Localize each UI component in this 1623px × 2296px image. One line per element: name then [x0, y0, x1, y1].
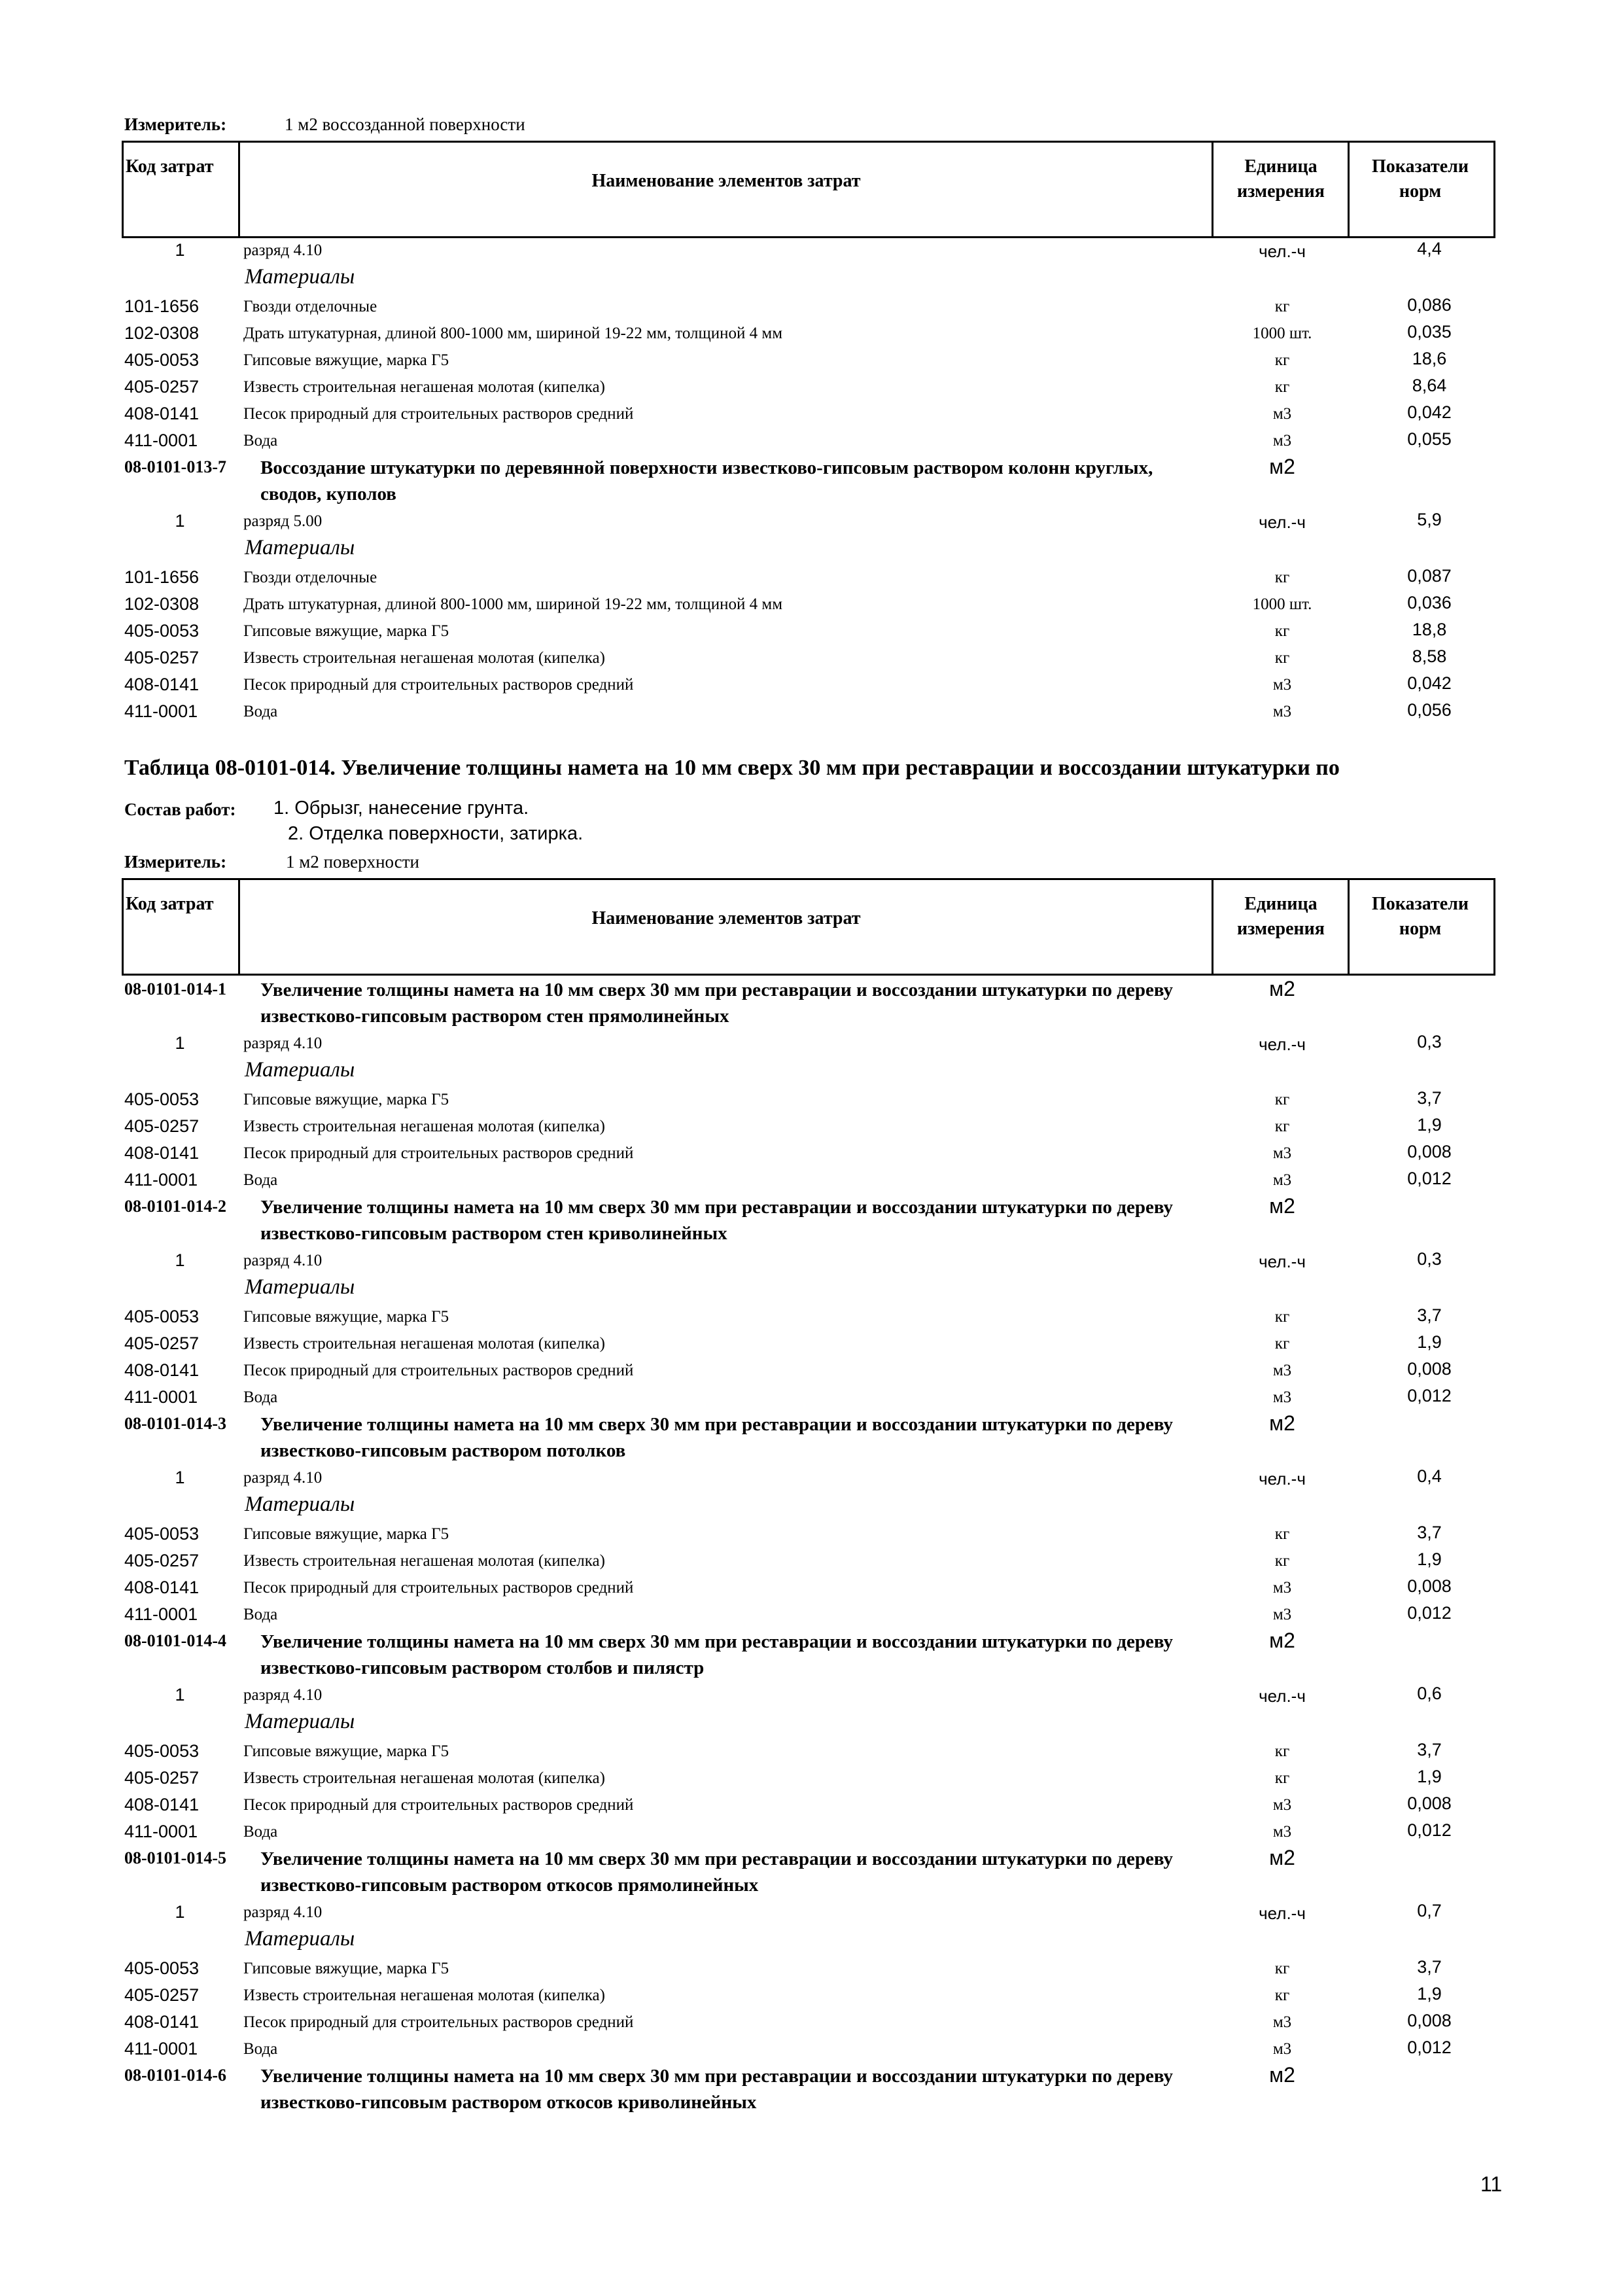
- row-value: 0,035: [1407, 322, 1452, 342]
- table-row: [0, 1739, 1623, 1765]
- work-row: [0, 1846, 1623, 1896]
- table-row: [0, 1765, 1623, 1792]
- row-code: 08-0101-014-2: [124, 1197, 226, 1216]
- row-name: Вода: [243, 1823, 278, 1841]
- row-unit: м2: [1269, 2063, 1295, 2087]
- row-name: Песок природный для строительных растворов средний: [243, 1579, 634, 1597]
- row-name: Воссоздание штукатурки по деревянной поверхности известково-гипсовым раствором колонн круглых, сводов, куполов: [260, 457, 1153, 504]
- row-value: 0,008: [1407, 1359, 1452, 1379]
- row-value: 0,012: [1407, 1820, 1452, 1840]
- row-code: 405-0257: [124, 1768, 200, 1788]
- row-value: 18,6: [1412, 349, 1447, 368]
- row-value: 0,008: [1407, 1576, 1452, 1596]
- row-code: 102-0308: [124, 594, 200, 614]
- table-row: [0, 508, 1623, 535]
- row-unit: кг: [1274, 1769, 1290, 1787]
- row-code: 405-0053: [124, 1524, 200, 1544]
- row-code: 101-1656: [124, 296, 200, 316]
- table-row: [0, 1358, 1623, 1384]
- table-row: [0, 1682, 1623, 1708]
- row-value: 0,055: [1407, 429, 1452, 449]
- table-title: Таблица 08-0101-014. Увеличение толщины намета на 10 мм сверх 30 мм при реставрации и воссоздании штукатурки по: [124, 756, 1340, 780]
- row-value: 0,4: [1417, 1466, 1442, 1486]
- row-value: 0,008: [1407, 1142, 1452, 1161]
- row-code: 405-0257: [124, 1333, 200, 1353]
- row-value: 3,7: [1417, 1523, 1442, 1542]
- row-code: 408-0141: [124, 2012, 200, 2032]
- row-value: 0,042: [1407, 673, 1452, 693]
- row-name: разряд 5.00: [243, 512, 323, 530]
- measure-value-1: 1 м2 воссозданной поверхности: [285, 115, 525, 134]
- row-value: 8,58: [1412, 646, 1447, 666]
- row-name: Гвозди отделочные: [243, 569, 377, 586]
- row-name: Известь строительная негашеная молотая (кипелка): [243, 1769, 605, 1787]
- row-value: 0,086: [1407, 295, 1452, 315]
- section-row: [0, 1057, 1623, 1083]
- row-code: 411-0001: [124, 1822, 198, 1841]
- row-unit: чел.-ч: [1259, 241, 1306, 261]
- composition-item-1: 1. Обрызг, нанесение грунта.: [273, 798, 529, 819]
- row-name: Вода: [243, 1171, 278, 1189]
- table-row: [0, 672, 1623, 698]
- row-unit: 1000 шт.: [1252, 325, 1312, 342]
- row-unit: м2: [1269, 1629, 1295, 1652]
- row-code: 101-1656: [124, 567, 200, 587]
- row-code: 405-0257: [124, 1551, 200, 1570]
- row-unit: м2: [1269, 977, 1295, 1000]
- section-title: Материалы: [245, 1275, 355, 1299]
- row-value: 0,012: [1407, 1169, 1452, 1188]
- section-row: [0, 535, 1623, 561]
- row-unit: кг: [1274, 1335, 1290, 1352]
- table-row: [0, 1087, 1623, 1113]
- composition-label: Состав работ:: [124, 800, 236, 819]
- row-value: 0,3: [1417, 1032, 1442, 1051]
- row-name: Увеличение толщины намета на 10 мм сверх 30 мм при реставрации и воссоздании штукатурки по дереву известково-гипсовым раствором откосов прямолинейных: [260, 1848, 1173, 1896]
- row-value: 1,9: [1417, 1332, 1442, 1352]
- row-unit: кг: [1274, 298, 1290, 315]
- row-unit: м3: [1272, 676, 1292, 694]
- row-unit: кг: [1274, 1742, 1290, 1760]
- row-name: Увеличение толщины намета на 10 мм сверх 30 мм при реставрации и воссоздании штукатурки по дереву известково-гипсовым раствором столбов и пилястр: [260, 1631, 1173, 1678]
- row-value: 0,012: [1407, 1603, 1452, 1623]
- header-name: Наименование элементов затрат: [591, 171, 861, 191]
- table-row: [0, 645, 1623, 671]
- row-code: 08-0101-014-6: [124, 2066, 226, 2085]
- row-code: 1: [175, 1033, 185, 1053]
- row-unit: кг: [1274, 1552, 1290, 1570]
- row-unit: кг: [1274, 1308, 1290, 1326]
- row-name: Гипсовые вяжущие, марка Г5: [243, 1308, 449, 1326]
- row-unit: м3: [1272, 1388, 1292, 1406]
- table-row: [0, 1167, 1623, 1193]
- row-code: 411-0001: [124, 431, 198, 450]
- row-name: Песок природный для строительных растворов средний: [243, 405, 634, 423]
- row-unit: м3: [1272, 1823, 1292, 1841]
- row-code: 408-0141: [124, 1795, 200, 1814]
- row-unit: м3: [1272, 2040, 1292, 2058]
- section-row: [0, 264, 1623, 290]
- row-name: разряд 4.10: [243, 1903, 323, 1921]
- row-value: 0,042: [1407, 402, 1452, 422]
- table-row: [0, 428, 1623, 454]
- measure-label-2: Измеритель:: [124, 852, 227, 872]
- row-unit: чел.-ч: [1259, 1252, 1306, 1271]
- table-row: [0, 1140, 1623, 1167]
- row-code: 411-0001: [124, 1604, 198, 1624]
- section-row: [0, 1491, 1623, 1517]
- row-name: Известь строительная негашеная молотая (кипелка): [243, 1335, 605, 1352]
- row-code: 411-0001: [124, 701, 198, 721]
- table-row: [0, 1465, 1623, 1491]
- work-row: [0, 977, 1623, 1027]
- row-value: 1,9: [1417, 1549, 1442, 1569]
- table-row: [0, 1304, 1623, 1330]
- table-row: [0, 1899, 1623, 1926]
- row-unit: м3: [1272, 1362, 1292, 1379]
- row-code: 08-0101-014-1: [124, 980, 226, 998]
- row-value: 1,9: [1417, 1767, 1442, 1786]
- table-row: [0, 294, 1623, 320]
- row-code: 08-0101-013-7: [124, 457, 226, 476]
- row-unit: чел.-ч: [1259, 1903, 1306, 1923]
- table-row: [0, 347, 1623, 374]
- table-row: [0, 238, 1623, 264]
- table-row: [0, 565, 1623, 591]
- work-row: [0, 1411, 1623, 1461]
- row-code: 411-0001: [124, 1170, 198, 1190]
- row-code: 1: [175, 1250, 185, 1270]
- section-title: Материалы: [245, 265, 355, 289]
- header-norm: Показатели норм: [1371, 156, 1469, 202]
- section-title: Материалы: [245, 1710, 355, 1733]
- table-row: [0, 1575, 1623, 1601]
- header-code: Код затрат: [126, 156, 214, 177]
- row-code: 405-0053: [124, 350, 200, 370]
- section-title: Материалы: [245, 1058, 355, 1082]
- header-code: Код затрат: [126, 894, 214, 914]
- header-name: Наименование элементов затрат: [591, 908, 861, 928]
- row-code: 408-0141: [124, 1143, 200, 1163]
- row-unit: м3: [1272, 432, 1292, 450]
- row-code: 405-0053: [124, 1741, 200, 1761]
- row-value: 1,9: [1417, 1984, 1442, 2004]
- row-unit: кг: [1274, 569, 1290, 586]
- row-value: 4,4: [1417, 239, 1442, 258]
- row-unit: м3: [1272, 1144, 1292, 1162]
- row-unit: кг: [1274, 1987, 1290, 2004]
- table-row: [0, 1331, 1623, 1357]
- row-name: Известь строительная негашеная молотая (кипелка): [243, 378, 605, 396]
- row-code: 1: [175, 511, 185, 531]
- row-name: Драть штукатурная, длиной 800-1000 мм, шириной 19-22 мм, толщиной 4 мм: [243, 325, 783, 342]
- table-row: [0, 1548, 1623, 1574]
- table-row: [0, 1602, 1623, 1628]
- header-unit: Единица измерения: [1237, 156, 1325, 202]
- header-unit: Единица измерения: [1237, 894, 1325, 939]
- table-row: [0, 592, 1623, 618]
- table-row: [0, 401, 1623, 427]
- row-code: 1: [175, 240, 185, 260]
- row-unit: кг: [1274, 1091, 1290, 1108]
- row-value: 0,6: [1417, 1684, 1442, 1703]
- row-name: разряд 4.10: [243, 1252, 323, 1269]
- row-name: Песок природный для строительных растворов средний: [243, 1362, 634, 1379]
- table-row: [0, 1114, 1623, 1140]
- row-name: Песок природный для строительных растворов средний: [243, 2013, 634, 2031]
- row-value: 5,9: [1417, 510, 1442, 529]
- table-row: [0, 1983, 1623, 2009]
- row-name: разряд 4.10: [243, 1034, 323, 1052]
- section-row: [0, 1708, 1623, 1735]
- work-row: [0, 455, 1623, 504]
- work-row: [0, 1194, 1623, 1244]
- row-name: Увеличение толщины намета на 10 мм сверх 30 мм при реставрации и воссоздании штукатурки по дереву известково-гипсовым раствором стен криволинейных: [260, 1197, 1173, 1244]
- table-row: [0, 1385, 1623, 1411]
- row-unit: кг: [1274, 378, 1290, 396]
- row-unit: кг: [1274, 351, 1290, 369]
- page-number: 11: [1480, 2172, 1503, 2196]
- row-unit: м3: [1272, 2013, 1292, 2031]
- row-value: 0,3: [1417, 1249, 1442, 1269]
- row-code: 405-0257: [124, 377, 200, 397]
- row-code: 08-0101-014-3: [124, 1414, 226, 1433]
- row-unit: чел.-ч: [1259, 1034, 1306, 1054]
- row-name: Гипсовые вяжущие, марка Г5: [243, 1960, 449, 1977]
- section-title: Материалы: [245, 1492, 355, 1516]
- row-value: 0,012: [1407, 2038, 1452, 2057]
- row-value: 3,7: [1417, 1088, 1442, 1108]
- row-value: 3,7: [1417, 1957, 1442, 1977]
- row-code: 405-0257: [124, 648, 200, 667]
- table-row: [0, 2009, 1623, 2036]
- row-name: Вода: [243, 1606, 278, 1623]
- work-row: [0, 2063, 1623, 2113]
- row-code: 408-0141: [124, 1360, 200, 1380]
- row-code: 411-0001: [124, 1387, 198, 1407]
- row-unit: чел.-ч: [1259, 1469, 1306, 1489]
- table-row: [0, 1956, 1623, 1982]
- row-unit: м3: [1272, 1796, 1292, 1814]
- row-unit: чел.-ч: [1259, 1686, 1306, 1706]
- row-name: Гипсовые вяжущие, марка Г5: [243, 1742, 449, 1760]
- row-name: Драть штукатурная, длиной 800-1000 мм, шириной 19-22 мм, толщиной 4 мм: [243, 595, 783, 613]
- table-row: [0, 1792, 1623, 1818]
- row-value: 1,9: [1417, 1115, 1442, 1135]
- row-value: 8,64: [1412, 376, 1447, 395]
- row-name: Песок природный для строительных растворов средний: [243, 1144, 634, 1162]
- row-unit: м2: [1269, 1846, 1295, 1869]
- row-name: Гипсовые вяжущие, марка Г5: [243, 1525, 449, 1543]
- row-code: 405-0053: [124, 1958, 200, 1978]
- row-name: разряд 4.10: [243, 1686, 323, 1704]
- row-value: 0,008: [1407, 1793, 1452, 1813]
- row-name: Известь строительная негашеная молотая (кипелка): [243, 649, 605, 667]
- row-name: Вода: [243, 703, 278, 720]
- row-name: Известь строительная негашеная молотая (кипелка): [243, 1118, 605, 1135]
- row-code: 408-0141: [124, 404, 200, 423]
- table-row: [0, 321, 1623, 347]
- section-row: [0, 1926, 1623, 1952]
- table-row: [0, 1248, 1623, 1274]
- row-value: 3,7: [1417, 1305, 1442, 1325]
- section-title: Материалы: [245, 536, 355, 559]
- row-name: Увеличение толщины намета на 10 мм сверх 30 мм при реставрации и воссоздании штукатурки по дереву известково-гипсовым раствором откосов криволинейных: [260, 2066, 1173, 2113]
- table-row: [0, 2036, 1623, 2062]
- row-value: 3,7: [1417, 1740, 1442, 1759]
- row-name: разряд 4.10: [243, 1469, 323, 1487]
- row-code: 405-0257: [124, 1985, 200, 2005]
- row-unit: кг: [1274, 1525, 1290, 1543]
- row-unit: чел.-ч: [1259, 512, 1306, 532]
- row-unit: м2: [1269, 455, 1295, 478]
- row-code: 08-0101-014-4: [124, 1631, 226, 1650]
- row-code: 405-0053: [124, 1089, 200, 1109]
- table-row: [0, 1819, 1623, 1845]
- row-name: Вода: [243, 2040, 278, 2058]
- table-row: [0, 374, 1623, 400]
- row-code: 1: [175, 1468, 185, 1487]
- row-name: Известь строительная негашеная молотая (кипелка): [243, 1552, 605, 1570]
- row-unit: м3: [1272, 703, 1292, 720]
- row-code: 405-0053: [124, 621, 200, 641]
- row-unit: м2: [1269, 1194, 1295, 1218]
- row-name: Песок природный для строительных растворов средний: [243, 676, 634, 694]
- row-unit: м3: [1272, 1606, 1292, 1623]
- row-code: 405-0257: [124, 1116, 200, 1136]
- row-value: 0,012: [1407, 1386, 1452, 1405]
- row-code: 411-0001: [124, 2039, 198, 2058]
- row-unit: кг: [1274, 1960, 1290, 1977]
- row-value: 18,8: [1412, 620, 1447, 639]
- row-code: 08-0101-014-5: [124, 1848, 226, 1867]
- row-unit: м3: [1272, 1171, 1292, 1189]
- table-row: [0, 1521, 1623, 1547]
- row-value: 0,008: [1407, 2011, 1452, 2030]
- row-value: 0,056: [1407, 700, 1452, 720]
- composition-item-2: 2. Отделка поверхности, затирка.: [288, 823, 584, 844]
- row-name: Гвозди отделочные: [243, 298, 377, 315]
- row-unit: 1000 шт.: [1252, 595, 1312, 613]
- row-unit: м3: [1272, 1579, 1292, 1597]
- work-row: [0, 1629, 1623, 1678]
- row-unit: м2: [1269, 1411, 1295, 1435]
- row-unit: кг: [1274, 622, 1290, 640]
- row-code: 408-0141: [124, 1578, 200, 1597]
- row-name: Известь строительная негашеная молотая (кипелка): [243, 1987, 605, 2004]
- row-name: Песок природный для строительных растворов средний: [243, 1796, 634, 1814]
- row-value: 0,087: [1407, 566, 1452, 586]
- row-code: 1: [175, 1902, 185, 1922]
- section-title: Материалы: [245, 1927, 355, 1951]
- row-name: Увеличение толщины намета на 10 мм сверх 30 мм при реставрации и воссоздании штукатурки по дереву известково-гипсовым раствором стен прямолинейных: [260, 980, 1173, 1027]
- row-code: 1: [175, 1685, 185, 1704]
- table-row: [0, 618, 1623, 645]
- row-unit: кг: [1274, 649, 1290, 667]
- row-name: Вода: [243, 432, 278, 450]
- measure-label-1: Измеритель:: [124, 115, 227, 134]
- row-name: Гипсовые вяжущие, марка Г5: [243, 1091, 449, 1108]
- row-name: Гипсовые вяжущие, марка Г5: [243, 351, 449, 369]
- section-row: [0, 1274, 1623, 1300]
- row-code: 102-0308: [124, 323, 200, 343]
- table-row: [0, 1031, 1623, 1057]
- row-name: Увеличение толщины намета на 10 мм сверх 30 мм при реставрации и воссоздании штукатурки по дереву известково-гипсовым раствором потолков: [260, 1414, 1173, 1461]
- measure-value-2: 1 м2 поверхности: [286, 852, 419, 872]
- table-row: [0, 699, 1623, 725]
- row-name: Вода: [243, 1388, 278, 1406]
- row-code: 408-0141: [124, 675, 200, 694]
- row-unit: кг: [1274, 1118, 1290, 1135]
- row-code: 405-0053: [124, 1307, 200, 1326]
- row-value: 0,036: [1407, 593, 1452, 612]
- header-norm: Показатели норм: [1371, 894, 1469, 939]
- row-name: разряд 4.10: [243, 241, 323, 259]
- row-unit: м3: [1272, 405, 1292, 423]
- row-name: Гипсовые вяжущие, марка Г5: [243, 622, 449, 640]
- row-value: 0,7: [1417, 1901, 1442, 1920]
